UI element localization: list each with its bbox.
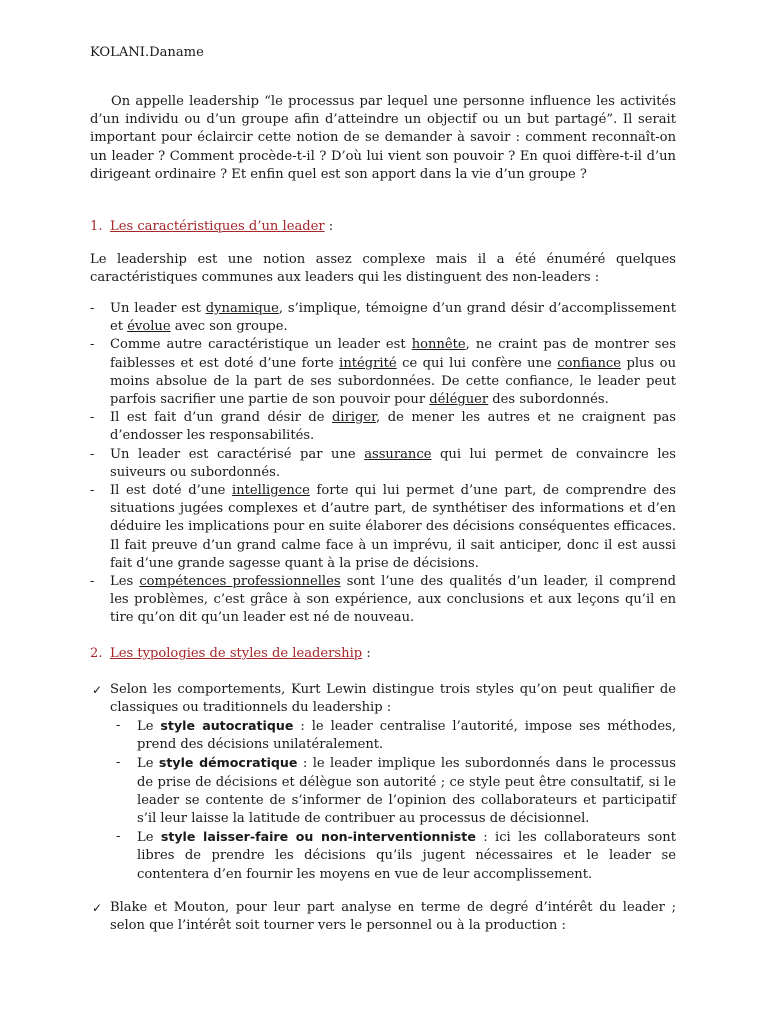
- dash-bullet: -: [116, 829, 121, 845]
- list-item: - Le style autocratique : le leader centralise l’autorité, impose ses méthodes, prend des décisions unilatéralement.: [116, 718, 676, 753]
- list-item: - Comme autre caractéristique un leader est honnête, ne craint pas de montrer ses faiblesses et est doté d’une forte intégrité ce qui lui confère une confiance plus ou moins absolue de la part de ses subordonnées. De cette confiance, le leader peut parfois sacrifier une partie de son pouvoir pour déléguer des subordonnés.: [90, 337, 677, 408]
- list-item: - Il est doté d’une intelligence forte qui lui permet d’une part, de comprendre des situations jugées complexes et d’autre part, de synthétiser des informations et d’en déduire les implications pour en suite élaborer des décisions conséquentes efficaces. Il fait preuve d’un grand calme face à un imprévu, il sait anticiper, donc il est aussi fait d’une grande sagesse quant à la prise de décisions.: [90, 483, 676, 571]
- characteristics-list: [90, 300, 676, 628]
- section-2-number: 2.: [90, 646, 103, 661]
- style-name: style démocratique: [158, 755, 298, 771]
- underlined-term: intégrité: [339, 355, 397, 371]
- lewin-text: Selon les comportements, Kurt Lewin distingue trois styles qu’on peut qualifier de classiques ou traditionnels du leadership :: [110, 682, 676, 716]
- underlined-term: assurance: [364, 446, 432, 462]
- list-item: - Le style démocratique : le leader implique les subordonnés dans le processus de prise de décisions et délègue son autorité ; ce style peut être consultatif, si le leader se contente de s’informer de l’opinion des collaborateurs et participatif s’il leur laisse la latitude de contribuer au processus de décisionnel.: [116, 755, 676, 827]
- section-1-heading: [90, 218, 333, 236]
- leadership-styles-list: [116, 717, 676, 884]
- dash-bullet: -: [116, 718, 121, 733]
- underlined-term: intelligence: [232, 483, 310, 499]
- list-item: - Un leader est caractérisé par une assurance qui lui permet de convaincre les suiveurs ou subordonnés.: [90, 446, 676, 480]
- blake-mouton-paragraph: [90, 899, 676, 935]
- underlined-term: diriger: [332, 410, 376, 426]
- list-item: - Un leader est dynamique, s’implique, témoigne d’un grand désir d’accomplissement et évolue avec son groupe.: [90, 301, 676, 335]
- dash-bullet: -: [116, 755, 121, 771]
- list-item: - Les compétences professionnelles sont l’une des qualités d’un leader, il comprend les problèmes, c’est grâce à son expérience, aux conclusions et aux leçons qu’il en tire qu’on dit qu’un leader est né de nouveau.: [90, 574, 677, 626]
- section-2-colon: :: [362, 646, 371, 661]
- style-name: style autocratique: [160, 718, 294, 733]
- section-1-colon: :: [324, 219, 334, 234]
- blake-text: Blake et Mouton, pour leur part analyse en terme de degré d’intérêt du leader ; selon que l’intérêt soit tourner vers le personnel ou à la production :: [110, 900, 676, 934]
- check-mark-icon: ✓: [92, 901, 103, 915]
- underlined-term: honnête: [411, 337, 466, 353]
- dash-bullet: -: [90, 574, 95, 590]
- section-2-heading: [90, 645, 371, 663]
- section-2-title: Les typologies de styles de leadership: [110, 646, 363, 661]
- underlined-term: déléguer: [429, 392, 489, 408]
- dash-bullet: -: [90, 337, 95, 353]
- list-item: - Il est fait d’un grand désir de diriger, de mener les autres et ne craignent pas d’endosser les responsabilités.: [90, 410, 676, 444]
- underlined-term: évolue: [127, 319, 171, 335]
- dash-bullet: -: [90, 446, 95, 462]
- lewin-paragraph: [90, 681, 676, 717]
- intro-paragraph: On appelle leadership “le processus par lequel une personne influence les activités d’un individu ou d’un groupe afin d’atteindre un objectif ou un but partagé”. Il serait important pour éclaircir cette notion de se demander à savoir : comment reconnaît-on un leader ? Comment procède-t-il ? D’où lui vient son pouvoir ? En quoi diffère-t-il d’un dirigeant ordinaire ? Et enfin quel est son apport dans la vie d’un groupe ?: [90, 94, 676, 182]
- section-1-intro: Le leadership est une notion assez complexe mais il a été énuméré quelques caractéristiques communes aux leaders qui les distinguent des non-leaders :: [90, 252, 676, 286]
- underlined-term: compétences professionnelles: [139, 574, 341, 590]
- check-mark-icon: ✓: [92, 683, 103, 697]
- section-1-number: 1.: [90, 219, 103, 234]
- style-name: style laisser-faire ou non-interventionniste: [160, 829, 476, 845]
- list-item: - Le style laisser-faire ou non-interventionniste : ici les collaborateurs sont libres de prendre les décisions qu’ils jugent nécessaires et le leader se contentera d’en fournir les moyens en vue de leur accomplissement.: [116, 829, 676, 882]
- dash-bullet: -: [90, 483, 95, 499]
- section-1-title: Les caractéristiques d’un leader: [110, 219, 325, 234]
- underlined-term: confiance: [557, 355, 621, 371]
- underlined-term: dynamique: [205, 301, 279, 316]
- author-name: KOLANI.Daname: [90, 45, 204, 60]
- dash-bullet: -: [90, 410, 95, 426]
- dash-bullet: -: [90, 301, 95, 316]
